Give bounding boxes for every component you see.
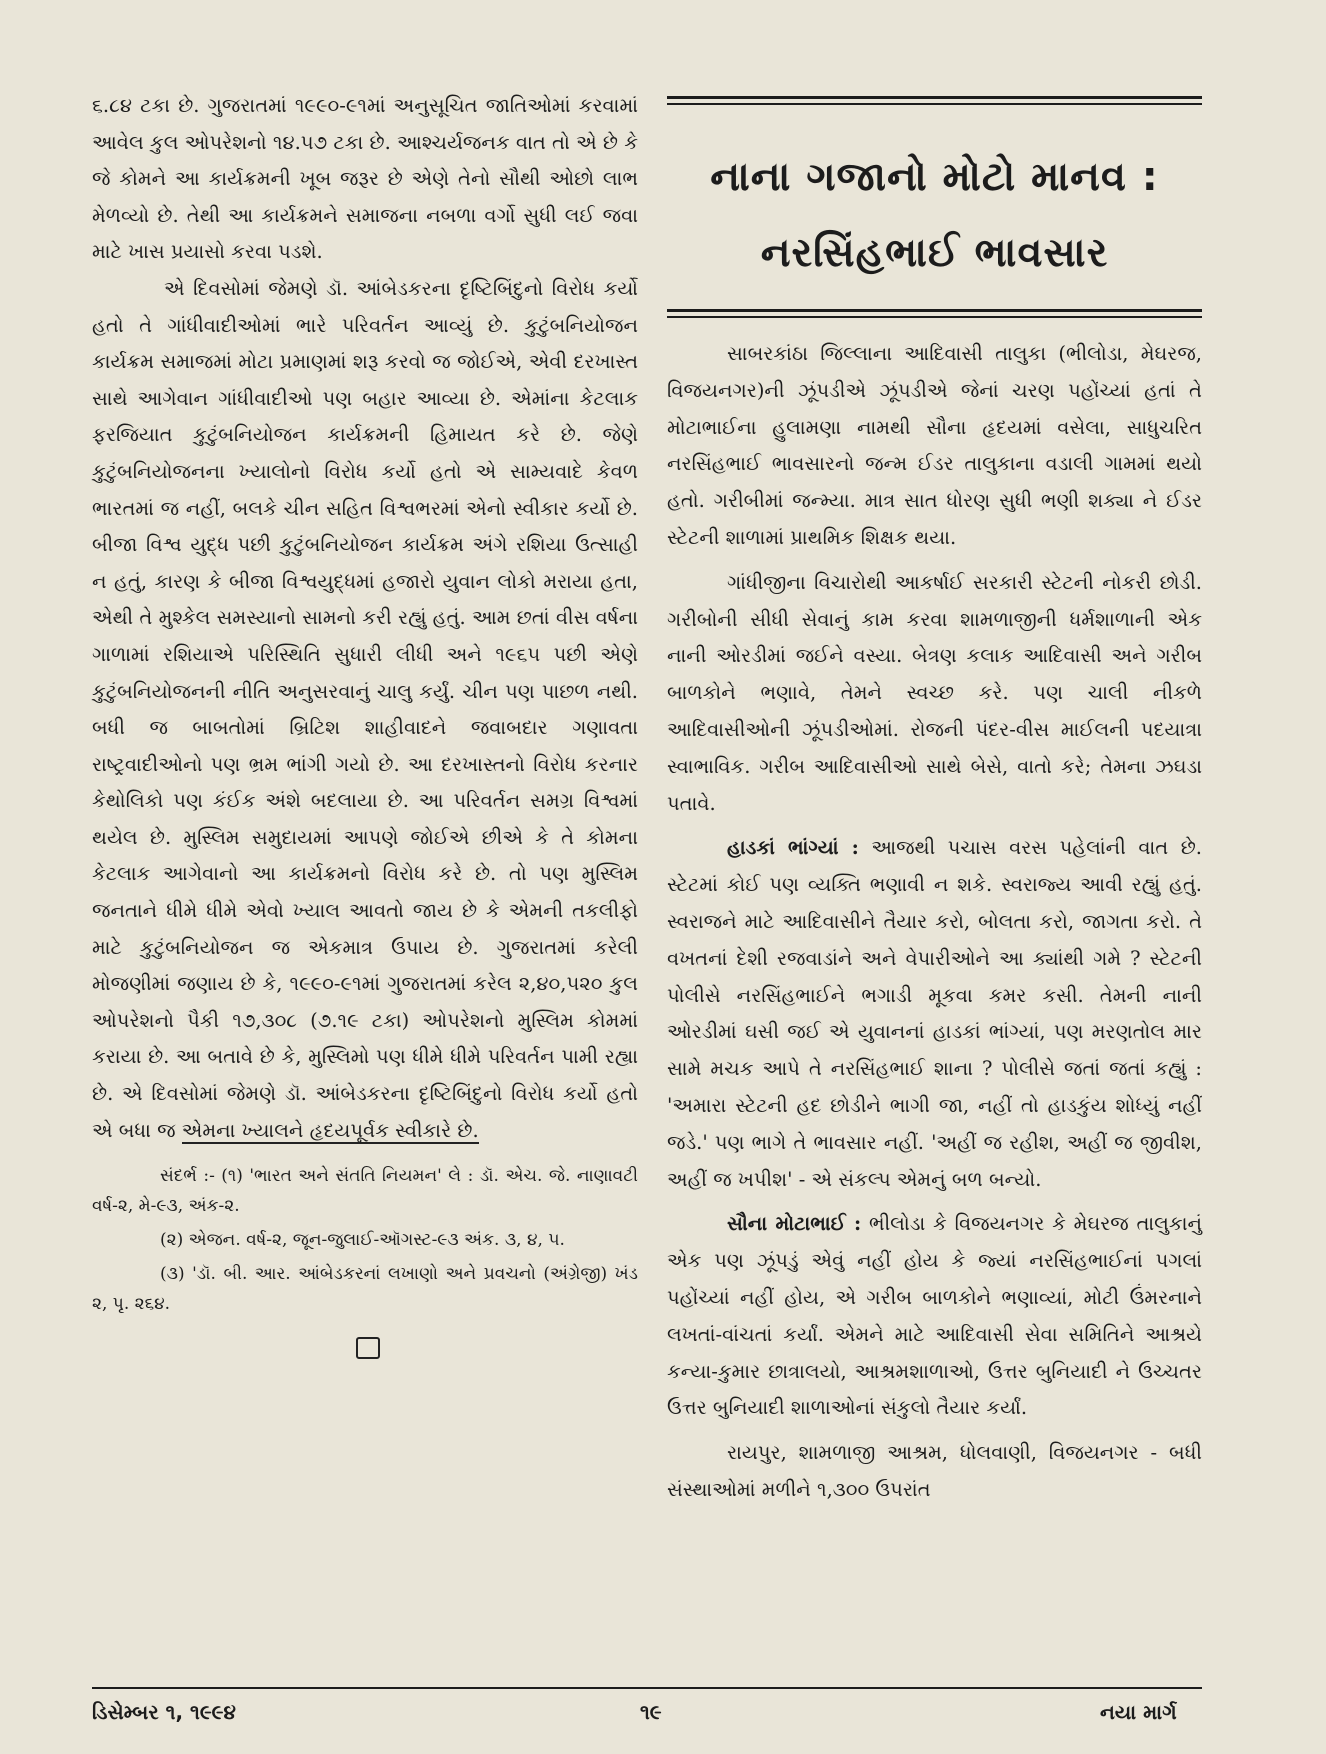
right-column [667, 96, 1202, 1517]
title-bottom-rule [667, 309, 1202, 312]
right-paragraph-3 [667, 830, 1202, 1198]
left-paragraph-2-closing: એમના ખ્યાલને હૃદયપૂર્વક સ્વીકારે છે. [181, 1118, 479, 1142]
left-paragraph-2-text: એ દિવસોમાં જેમણે ડૉ. આંબેડકરના દૃષ્ટિબિંદુનો વિરોધ કર્યો હતો તે ગાંધીવાદીઓમાં ભારે પરિવર્તન આવ્યું છે. કુટુંબનિયોજન કાર્યક્રમ સમાજમાં મોટા પ્રમાણમાં શરૂ કરવો જ જોઈએ, એવી દરખાસ્ત સાથે આગેવાન ગાંધીવાદીઓ પણ બહાર આવ્યા છે. એમાંના કેટલાક ફરજિયાત કુટુંબનિયોજન કાર્યક્રમની હિમાયત કરે છે. જેણે કુટુંબનિયોજનના ખ્યાલોનો વિરોધ કર્યો હતો એ સામ્યવાદે કેવળ ભારતમાં જ નહીં, બલકે ચીન સહિત વિશ્વભરમાં એનો સ્વીકાર કર્યો છે. બીજા વિશ્વ યુદ્ધ પછી કુટુંબનિયોજન કાર્યક્રમ અંગે રશિયા ઉત્સાહી ન હતું, કારણ કે બીજા વિશ્વયુદ્ધમાં હજારો યુવાન લોકો મરાયા હતા, એથી તે મુશ્કેલ સમસ્યાનો સામનો કરી રહ્યું હતું. આમ છતાં વીસ વર્ષના ગાળામાં રશિયાએ પરિસ્થિતિ સુધારી લીધી અને ૧૯૬૫ પછી એણે કુટુંબનિયોજનની નીતિ અનુસરવાનું ચાલુ કર્યું. ચીન પણ પાછળ નથી. બધી જ બાબતોમાં બ્રિટિશ શાહીવાદને જવાબદાર ગણાવતા રાષ્ટ્રવાદીઓનો પણ ભ્રમ ભાંગી ગયો છે. આ દરખાસ્તનો વિરોધ કરનાર કેથોલિકો પણ કંઈક અંશે બદલાયા છે. આ પરિવર્તન સમગ્ર વિશ્વમાં થયેલ છે. મુસ્લિમ સમુદાયમાં આપણે જોઈએ છીએ કે તે કોમના કેટલાક આગેવાનો આ કાર્યક્રમનો વિરોધ કરે છે. તો પણ મુસ્લિમ જનતાને ધીમે ધીમે એવો ખ્યાલ આવતો જાય છે કે એમની તકલીફો માટે કુટુંબનિયોજન જ એકમાત્ર ઉપાય છે. ગુજરાતમાં કરેલી મોજણીમાં જણાય છે કે, ૧૯૯૦-૯૧માં ગુજરાતમાં કરેલ ૨,૪૦,૫૨૦ કુલ ઓપરેશનો પૈકી ૧૭,૩૦૮ (૭.૧૯ ટકા) ઓપરેશનો મુસ્લિમ કોમમાં કરાયા છે. આ બતાવે છે કે, મુસ્લિમો પણ ધીમે ધીમે પરિવર્તન પામી રહ્યા છે. એ દિવસોમાં જેમણે ડૉ. આંબેડકરના દૃષ્ટિબિંદુનો વિરોધ કર્યો હતો એ બધા જ [92, 276, 638, 1142]
right-paragraph-1: સાબરકાંઠા જિલ્લાના આદિવાસી તાલુકા (ભીલોડા, મેઘરજ, વિજયનગર)ની ઝૂંપડીએ ઝૂંપડીએ જેનાં ચરણ પહોંચ્યાં હતાં તે મોટાભાઈના હુલામણા નામથી સૌના હૃદયમાં વસેલા, સાધુચરિત નરસિંહભાઈ ભાવસારનો જન્મ ઈડર તાલુકાના વડાલી ગામમાં થયો હતો. ગરીબીમાં જન્મ્યા. માત્ર સાત ધોરણ સુધી ભણી શક્યા ને ઈડર સ્ટેટની શાળામાં પ્રાથમિક શિક્ષક થયા. [667, 342, 1202, 549]
reference-1: સંદર્ભ :- (૧) 'ભારત અને સંતતિ નિયમન' લે : ડૉ. એચ. જે. નાણાવટી વર્ષ-૨, મે-૯૩, અંક-૨. [92, 1166, 638, 1217]
right-paragraph-4-text: ભીલોડા કે વિજયનગર કે મેઘરજ તાલુકાનું એક પણ ઝૂંપડું એવું નહીં હોય કે જ્યાં નરસિંહભાઈનાં પગલાં પહોંચ્યાં નહીં હોય, એ ગરીબ બાળકોને ભણાવ્યાં, મોટી ઉંમરનાને લખતાં-વાંચતાં કર્યાં. એમને માટે આદિવાસી સેવા સમિતિને આશ્રયે કન્યા-કુમાર છાત્રાલયો, આશ્રમશાળાઓ, ઉત્તર બુનિયાદી ને ઉચ્ચતર ઉત્તર બુનિયાદી શાળાઓનાં સંકુલો તૈયાર કર્યાં. [667, 1212, 1203, 1420]
right-paragraph-4 [667, 1206, 1202, 1427]
footer-rule [92, 1687, 1202, 1689]
right-paragraph-5: રાયપુર, શામળાજી આશ્રમ, ધોલવાણી, વિજયનગર - બધી સંસ્થાઓમાં મળીને ૧,૩૦૦ ઉપરાંત [667, 1441, 1202, 1501]
reference-2: (૨) એજન. વર્ષ-૨, જૂન-જુલાઈ-ઑગસ્ટ-૯૩ અંક. ૩, ૪, ૫. [160, 1230, 565, 1251]
left-paragraph-2 [92, 271, 638, 1149]
article-body [667, 336, 1202, 1509]
article-title [667, 109, 1202, 309]
footer-date: ડિસેમ્બર ૧, ૧૯૯૪ [92, 1700, 236, 1724]
right-paragraph-2: ગાંધીજીના વિચારોથી આકર્ષાઈ સરકારી સ્ટેટની નોકરી છોડી. ગરીબોની સીધી સેવાનું કામ કરવા શામળાજીની ધર્મશાળાની એક નાની ઓરડીમાં જઈને વસ્યા. બેત્રણ કલાક આદિવાસી અને ગરીબ બાળકોને ભણાવે, તેમને સ્વચ્છ કરે. પણ ચાલી નીકળે આદિવાસીઓની ઝૂંપડીઓમાં. રોજની પંદર-વીસ માઈલની પદયાત્રા સ્વાભાવિક. ગરીબ આદિવાસીઓ સાથે બેસે, વાતો કરે; તેમના ઝઘડા પતાવે. [667, 570, 1202, 815]
left-paragraph-1: ૬.૮૪ ટકા છે. ગુજરાતમાં ૧૯૯૦-૯૧માં અનુસૂચિત જાતિઓમાં કરવામાં આવેલ કુલ ઓપરેશનો ૧૪.૫૭ ટકા છે. આશ્ચર્યજનક વાત તો એ છે કે જે કોમને આ કાર્યક્રમની ખૂબ જરૂર છે એણે તેનો સૌથી ઓછો લાભ મેળવ્યો છે. તેથી આ કાર્યક્રમને સમાજના નબળા વર્ગો સુધી લઈ જવા માટે ખાસ પ્રયાસો કરવા પડશે. [92, 94, 638, 264]
title-bottom-rule-2 [667, 316, 1202, 318]
title-top-rule-2 [667, 103, 1202, 105]
subhead-bones-broken: હાડકાં ભાંગ્યાં : [727, 836, 859, 860]
reference-3: (૩) 'ડૉ. બી. આર. આંબેડકરનાં લખાણો અને પ્રવચનો (અંગ્રેજી) ખંડ ૨, પૃ. ૨૬૪. [92, 1264, 638, 1315]
left-column [92, 88, 638, 1359]
references [92, 1161, 638, 1319]
right-paragraph-3-text: આજથી પચાસ વરસ પહેલાંની વાત છે. સ્ટેટમાં કોઈ પણ વ્યક્તિ ભણાવી ન શકે. સ્વરાજ્ય આવી રહ્યું હતું. સ્વરાજને માટે આદિવાસીને તૈયાર કરો, બોલતા કરો, જાગતા કરો. તે વખતનાં દેશી રજવાડાંને અને વેપારીઓને આ ક્યાંથી ગમે ? સ્ટેટની પોલીસે નરસિંહભાઈને ભગાડી મૂકવા કમર કસી. તેમની નાની ઓરડીમાં ઘસી જઈ એ યુવાનનાં હાડકાં ભાંગ્યાં, પણ મરણતોલ માર સામે મચક આપે તે નરસિંહભાઈ શાના ? પોલીસે જતાં જતાં કહ્યું : 'અમારા સ્ટેટની હદ છોડીને ભાગી જા, નહીં તો હાડકુંય શોધ્યું નહીં જડે.' પણ ભાગે તે ભાવસાર નહીં. 'અહીં જ રહીશ, અહીં જ જીવીશ, અહીં જ ખપીશ' - એ સંકલ્પ એમનું બળ બન્યો. [667, 836, 1202, 1191]
publication-name: નયા માર્ગ [1100, 1700, 1177, 1724]
article-title-line-1: નાના ગજાનો મોટો માનવ : [710, 154, 1159, 200]
end-mark-icon [356, 1337, 380, 1359]
subhead-elder-brother: સૌના મોટાભાઈ : [727, 1212, 862, 1236]
page-number: ૧૯ [640, 1700, 662, 1724]
title-top-rule [667, 96, 1202, 99]
article-title-line-2: નરસિંહભાઈ ભાવસાર [760, 230, 1109, 276]
